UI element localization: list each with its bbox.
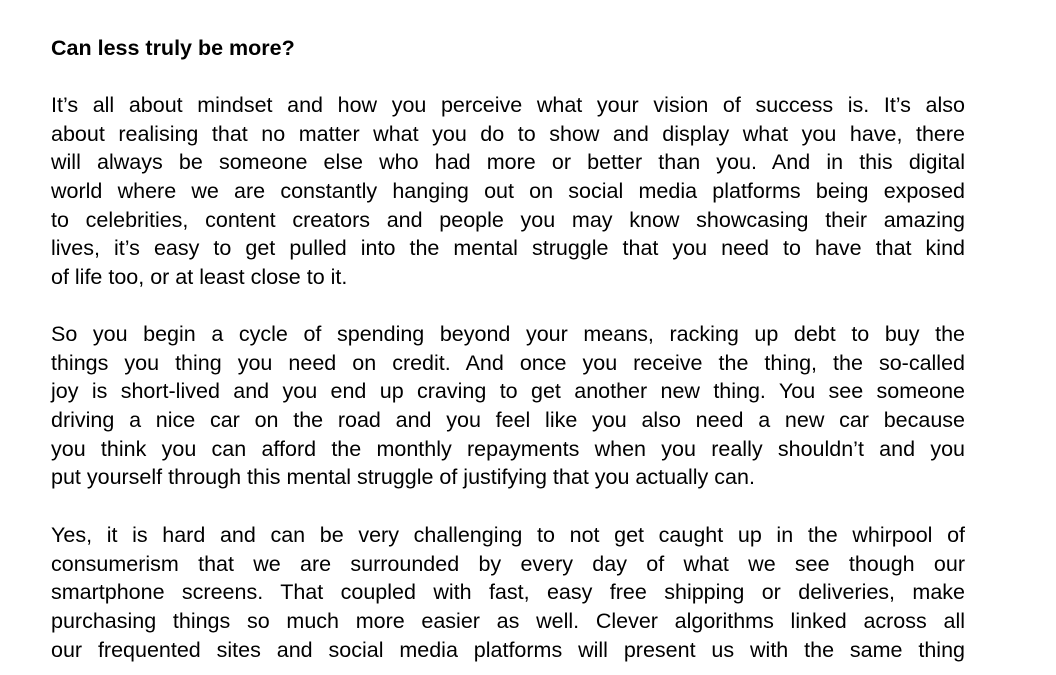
paragraph-line: joy is short-lived and you end up craving to get another new thing. You see someone: [51, 379, 965, 404]
paragraph-consumerism: [51, 521, 965, 664]
paragraph-line: Yes, it is hard and can be very challenging to not get caught up in the whirpool of: [51, 523, 965, 547]
paragraph-line: driving a nice car on the road and you feel like you also need a new car because: [51, 408, 965, 433]
paragraph-line: to celebrities, content creators and people you may know showcasing their amazing: [51, 207, 965, 232]
paragraph-spending-cycle: [51, 320, 965, 492]
paragraph-line: world where we are constantly hanging out on social media platforms being exposed: [51, 179, 965, 204]
paragraph-line: So you begin a cycle of spending beyond your means, racking up debt to buy the: [51, 322, 965, 346]
paragraph-line: put yourself through this mental struggle of justifying that you actually can.: [51, 465, 755, 490]
paragraph-mindset: [51, 91, 965, 292]
paragraph-line: of life too, or at least close to it.: [51, 265, 348, 290]
paragraph-line: It’s all about mindset and how you perceive what your vision of success is. It’s also: [51, 93, 965, 117]
paragraph-line: consumerism that we are surrounded by every day of what we see though our: [51, 551, 965, 576]
paragraph-line: smartphone screens. That coupled with fast, easy free shipping or deliveries, make: [51, 580, 965, 605]
paragraph-line: purchasing things so much more easier as well. Clever algorithms linked across all: [51, 609, 965, 634]
paragraph-line: things you thing you need on credit. And once you receive the thing, the so-called: [51, 350, 965, 375]
paragraph-line: will always be someone else who had more or better than you. And in this digital: [51, 150, 965, 175]
paragraph-line: about realising that no matter what you do to show and display what you have, there: [51, 121, 965, 146]
paragraph-line: lives, it’s easy to get pulled into the mental struggle that you need to have that kind: [51, 236, 965, 261]
section-heading: Can less truly be more?: [51, 36, 295, 60]
paragraph-line: you think you can afford the monthly repayments when you really shouldn’t and you: [51, 436, 965, 461]
paragraph-line: our frequented sites and social media platforms will present us with the same thing: [51, 637, 965, 662]
